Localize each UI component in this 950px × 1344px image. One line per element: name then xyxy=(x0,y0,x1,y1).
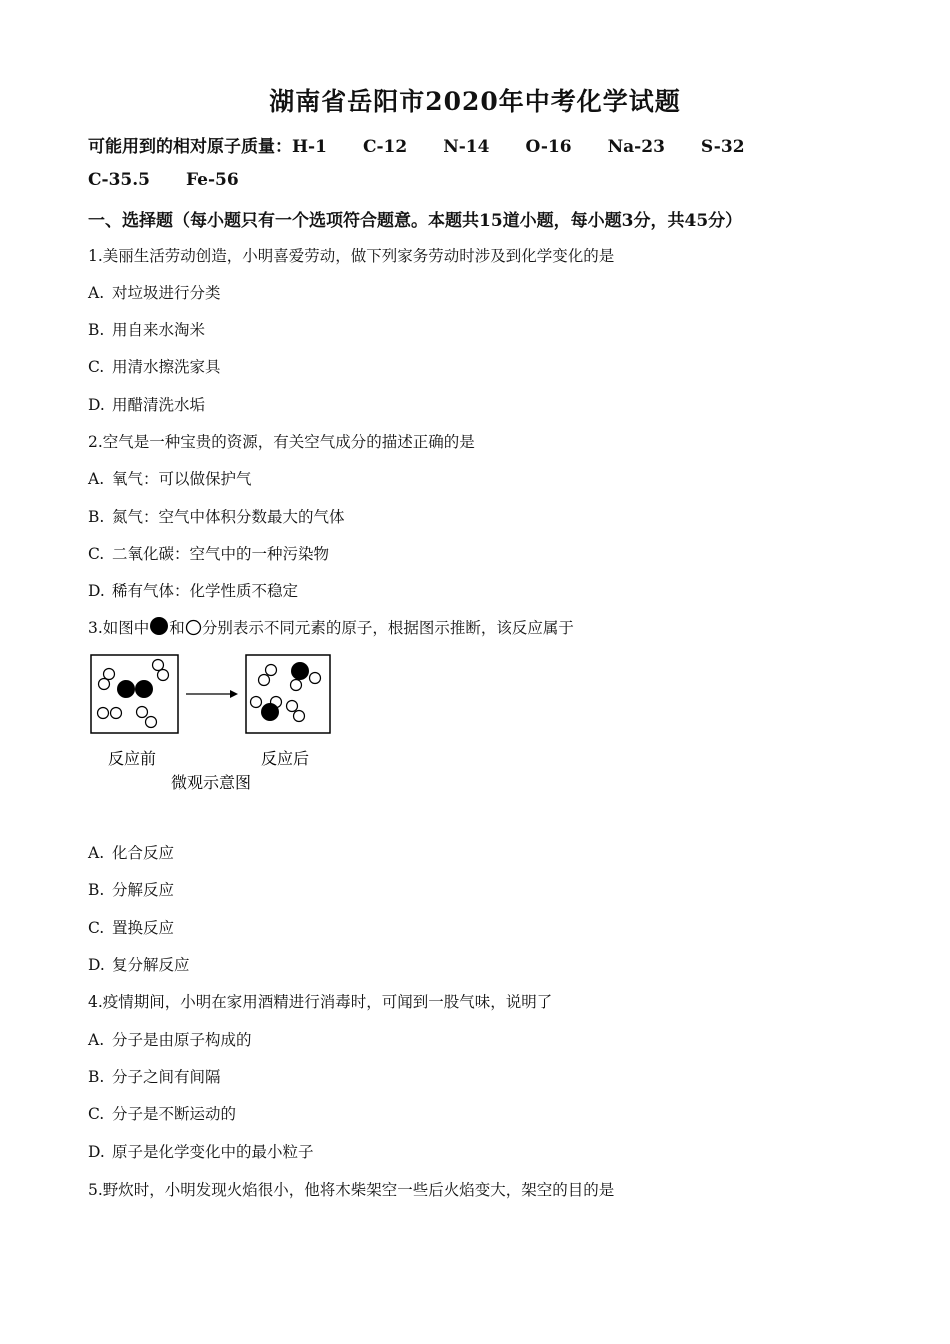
after-label: 反应后 xyxy=(261,749,310,768)
question-2-option-a xyxy=(88,467,252,489)
atomic-mass-item: Fe-56 xyxy=(186,170,239,190)
option-text: 化合反应 xyxy=(112,844,175,862)
question-1-stem: 1.美丽生活劳动创造，小明喜爱劳动，做下列家务劳动时涉及到化学变化的是 xyxy=(88,247,615,265)
stem-part: 分别表示不同元素的原子，根据图示推断，该反应属于 xyxy=(201,619,574,637)
question-2-option-b xyxy=(88,505,345,527)
question-4-option-a xyxy=(88,1028,252,1050)
question-2-stem: 2.空气是一种宝贵的资源，有关空气成分的描述正确的是 xyxy=(88,433,475,451)
question-3-option-b xyxy=(88,878,174,900)
question-3-option-d xyxy=(88,953,190,975)
option-text: 复分解反应 xyxy=(112,956,190,974)
option-letter: A. xyxy=(88,1031,105,1049)
option-letter: C. xyxy=(88,1105,105,1123)
atomic-mass-label: 可能用到的相对原子质量： xyxy=(88,137,292,157)
micro-diagram xyxy=(88,650,348,800)
question-4-option-d xyxy=(88,1140,314,1162)
option-letter: D. xyxy=(88,396,105,414)
stem-part: 和 xyxy=(169,619,185,637)
atomic-mass-item: C-12 xyxy=(362,137,408,157)
atomic-mass-item: Na-23 xyxy=(607,137,665,157)
option-letter: B. xyxy=(88,881,105,899)
atomic-mass-line xyxy=(88,132,781,157)
before-box xyxy=(91,655,178,733)
option-text: 稀有气体：化学性质不稳定 xyxy=(112,582,299,600)
page-title: 湖南省岳阳市2020年中考化学试题 xyxy=(269,87,681,116)
question-3-option-a xyxy=(88,841,174,863)
option-letter: C. xyxy=(88,919,105,937)
option-letter: C. xyxy=(88,358,105,376)
question-4-option-c xyxy=(88,1102,236,1124)
option-letter: B. xyxy=(88,508,105,526)
atomic-mass-item: C-35.5 xyxy=(88,170,150,190)
option-letter: D. xyxy=(88,582,105,600)
option-text: 原子是化学变化中的最小粒子 xyxy=(112,1143,314,1161)
before-label: 反应前 xyxy=(108,749,157,768)
option-text: 分解反应 xyxy=(112,881,175,899)
option-letter: A. xyxy=(88,470,105,488)
reaction-arrow xyxy=(186,690,238,698)
white-atom-icon xyxy=(185,619,202,636)
option-letter: A. xyxy=(88,844,105,862)
atomic-mass-line-2 xyxy=(88,170,275,190)
question-1-option-b xyxy=(88,318,205,340)
option-text: 用自来水淘米 xyxy=(112,321,206,339)
after-box xyxy=(246,655,330,733)
option-text: 分子之间有间隔 xyxy=(112,1068,221,1086)
option-letter: B. xyxy=(88,1068,105,1086)
atomic-mass-item: H-1 xyxy=(292,137,327,157)
atomic-mass-item: S-32 xyxy=(700,137,745,157)
question-4-stem: 4.疫情期间，小明在家用酒精进行消毒时，可闻到一股气味，说明了 xyxy=(88,993,553,1011)
question-1-option-d xyxy=(88,393,205,415)
option-letter: D. xyxy=(88,1143,105,1161)
question-1-option-c xyxy=(88,355,221,377)
atomic-mass-item: O-16 xyxy=(525,137,572,157)
option-text: 对垃圾进行分类 xyxy=(112,284,221,302)
option-text: 分子是由原子构成的 xyxy=(112,1031,252,1049)
option-text: 氮气：空气中体积分数最大的气体 xyxy=(112,508,345,526)
option-text: 氧气：可以做保护气 xyxy=(112,470,252,488)
option-letter: A. xyxy=(88,284,105,302)
option-text: 用清水擦洗家具 xyxy=(112,358,221,376)
question-3-option-c xyxy=(88,916,174,938)
section-heading: 一、选择题（每小题只有一个选项符合题意。本题共15道小题，每小题3分，共45分） xyxy=(88,211,743,231)
option-letter: B. xyxy=(88,321,105,339)
black-atom-icon xyxy=(149,616,169,636)
option-text: 置换反应 xyxy=(112,919,175,937)
option-text: 二氧化碳：空气中的一种污染物 xyxy=(112,545,330,563)
option-letter: D. xyxy=(88,956,105,974)
stem-part: 3.如图中 xyxy=(88,619,150,637)
option-text: 用醋清洗水垢 xyxy=(112,396,206,414)
atomic-mass-item: N-14 xyxy=(443,137,490,157)
question-2-option-d xyxy=(88,579,298,601)
option-letter: C. xyxy=(88,545,105,563)
question-3-stem xyxy=(88,616,574,638)
question-4-option-b xyxy=(88,1065,221,1087)
option-text: 分子是不断运动的 xyxy=(112,1105,237,1123)
diagram-caption: 微观示意图 xyxy=(171,773,252,792)
question-1-option-a xyxy=(88,281,221,303)
question-5-stem: 5.野炊时，小明发现火焰很小，他将木柴架空一些后火焰变大，架空的目的是 xyxy=(88,1181,615,1199)
question-2-option-c xyxy=(88,542,329,564)
